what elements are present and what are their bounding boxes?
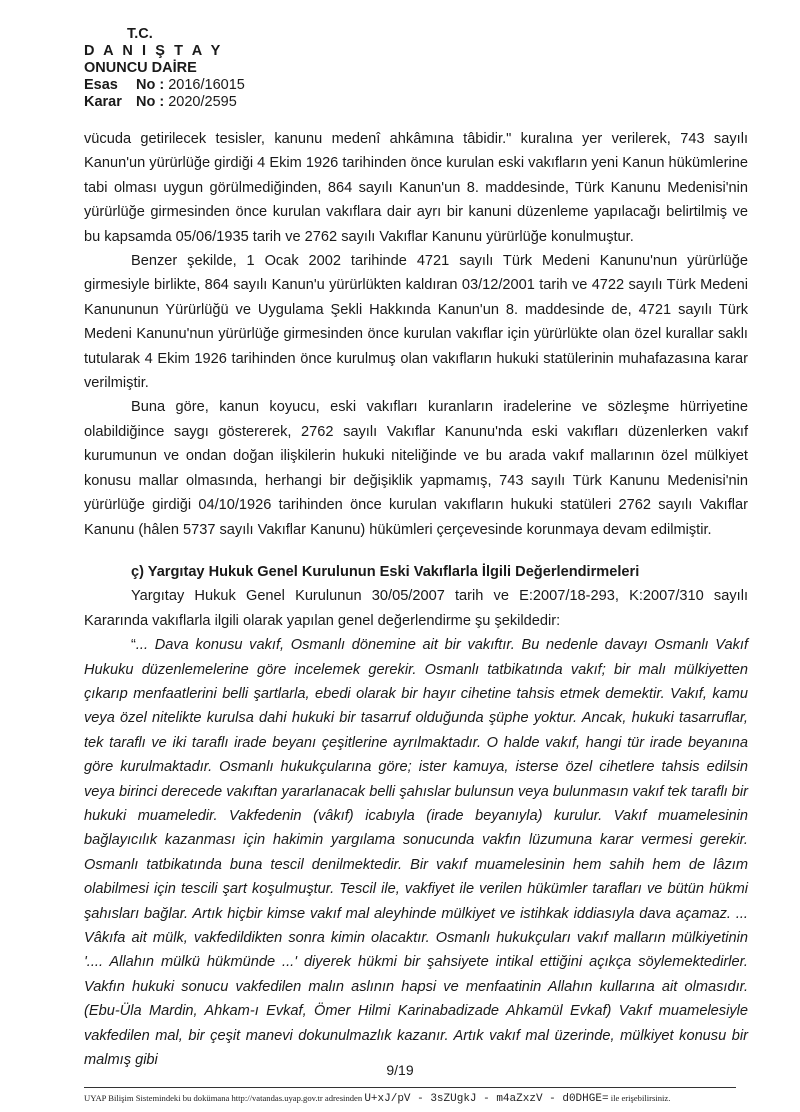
quote-open-mark: “ [131,637,136,654]
chamber-name: ONUNCU DAİRE [84,60,197,76]
quoted-paragraph [84,633,748,1072]
footer-divider [84,1087,736,1088]
footer [84,1093,800,1105]
document-body [84,127,748,1072]
footer-prefix: UYAP Bilişim Sistemindeki bu dokümana http://vatandas.uyap.gov.tr adresinden [84,1093,363,1103]
document-header [84,26,245,111]
section-heading: ç) Yargıtay Hukuk Genel Kurulunun Eski Vakıflarla İlgili Değerlendirmeleri [131,563,640,580]
quote-text: ... Dava konusu vakıf, Osmanlı dönemine ait bir vakıftır. Bu nedenle davayı Osmanlı Vakıf Hukuku düzenlemelerine göre incelemek gerekir. Osmanlı tatbikatında vakıf; bir malı mülkiyetten çıkarıp menfaatlerini belli şartlarla, ebedi olarak bir hayır cihetine tahsis etmek demektir. Vakıf, kamu veya özel nitelikte kurulsa dahi hukuki bir tasarruf olduğunda şüphe yoktur. Ancak, hukuki tasarruflar, tek taraflı ve iki taraflı irade beyanı çeşitlerine ayrılmaktadır. O halde vakıf, hangi tür irade beyanına göre kurulmaktadır. Osmanlı hukukçularına göre; ister kamuya, isterse özel cihetlere tahsis edilsin veya birinci derecede vakıftan yararlanacak belli şahıslar bulunsun veya bulunmasın vakıf tek taraflı bir hukuki muameledir. Vakfedenin (vâkıf) icabıyla (irade beyanıyla) kurulur. Vakıf muamelesinin bağlayıcılık kazanması için hakimin yargılama sonucunda vakfın lüzumuna karar vermesi gerekir. Osmanlı tatbikatında buna tescil denilmektedir. Bir vakıf muamelesinin hem sahih hem de lâzım olabilmesi için tescili şart koşulmuştur. Tescil ile, vakfiyet ile verilen hükümler tarafları ve bütün hükmi şahısları bağlar. Artık hiçbir kimse vakıf mal aleyhinde mülkiyet ve istihkak iddiasıyla dava açamaz. ... Vâkıfa ait mülk, vakfedildikten sonra kimin olacaktır. Osmanlı hukukçuları vakıf malların mülkiyetinin '.... Allahın mülkü hükmünde ...' diyerek hükmi bir şahsiyete intikal ettiğini açıkça söylemektedirler. Vakfın hukuki sonucu vakfedilen malın aslının hapsi ve menfaatinin Allahın kullarına ait olmasıdır. (Ebu-Üla Mardin, Ahkam-ı Evkaf, Ömer Hilmi Karinabadizade Ahkamül Evkaf) Vakıf muamelesiyle vakfedilen mal, bir çeşit manevi dokunulmazlık kazanır. Artık vakıf mal üzerinde, mülkiyet konusu bir malmış gibi [84,637,748,1069]
section-intro: Yargıtay Hukuk Genel Kurulunun 30/05/2007 tarih ve E:2007/18-293, K:2007/310 sayılı Kararında vakıflarla ilgili olarak yapılan genel değerlendirme şu şekildedir: [84,588,748,629]
republic-label: T.C. [127,26,153,42]
esas-label: Esas [84,77,118,93]
esas-number: 2016/16015 [168,77,245,93]
verification-code: U+xJ/pV - 3sZUgkJ - m4aZxzV - d0DHGE= [364,1093,609,1105]
body-paragraph: Buna göre, kanun koyucu, eski vakıfları kuranların iradelerine ve sözleşme hürriyetine olabildiğince saygı göstererek, 2762 sayılı Vakıflar Kanunu'nda eski vakıfları düzenlerken vakıf kurumunun ve ondan doğan ilişkilerin hukuki niteliğinde ve bu arada vakıf mallarının özel mülkiyet konusu mallar olmasında, herhangi bir değişiklik yapmamış, 743 sayılı Türk Kanunu Medenisi'nin yürürlüğe girdiği 04/10/1926 tarihinden önce kurulan vakıfların hukuki statüleri 2762 sayılı Vakıflar Kanunu (hâlen 5737 sayılı Vakıflar Kanunu) hükümleri çerçevesinde korunmaya devam edilmiştir. [84,399,748,538]
esas-row [84,77,245,94]
karar-no-label: No : [136,94,165,110]
karar-number: 2020/2595 [168,94,237,110]
esas-no-label: No : [136,77,165,93]
page-number: 9/19 [386,1062,414,1078]
court-name: D A N I Ş T A Y [84,43,223,59]
karar-row [84,94,245,111]
footer-suffix: ile erişebilirsiniz. [610,1093,671,1103]
body-paragraph: vücuda getirilecek tesisler, kanunu medenî ahkâmına tâbidir." kuralına yer verilerek, 743 sayılı Kanun'un yürürlüğe girdiği 4 Ekim 1926 tarihinden önce kurulan eski vakıfların yeni Kanun hükümlerine tabi olması uygun görülmediğinden, 864 sayılı Kanun'un 8. maddesinde, Türk Kanunu Medenisi'nin yürürlüğe girmesinden önce kurulan vakıflara dair ayrı bir kanuni düzenleme yapılacağı belirtilmiş ve bu kapsamda 05/06/1935 tarih ve 2762 sayılı Vakıflar Kanunu yürürlüğe konulmuştur. [84,131,748,245]
body-paragraph: Benzer şekilde, 1 Ocak 2002 tarihinde 4721 sayılı Türk Medeni Kanunu'nun yürürlüğe girmesiyle birlikte, 864 sayılı Kanun'u yürürlükten kaldıran 03/12/2001 tarih ve 4722 sayılı Türk Medeni Kanununun Yürürlüğü ve Uygulama Şekli Hakkında Kanun'un 8. maddesinde de, 4721 sayılı Türk Medeni Kanunu'nun yürürlüğe girmesinden önce kurulan vakıflar için yürürlükte olan özel kurallar saklı tutularak 4 Ekim 1926 tarihinden önce kurulmuş olan vakıfların hukuki statülerinin muhafazasına karar verilmiştir. [84,253,748,392]
karar-label: Karar [84,94,122,110]
